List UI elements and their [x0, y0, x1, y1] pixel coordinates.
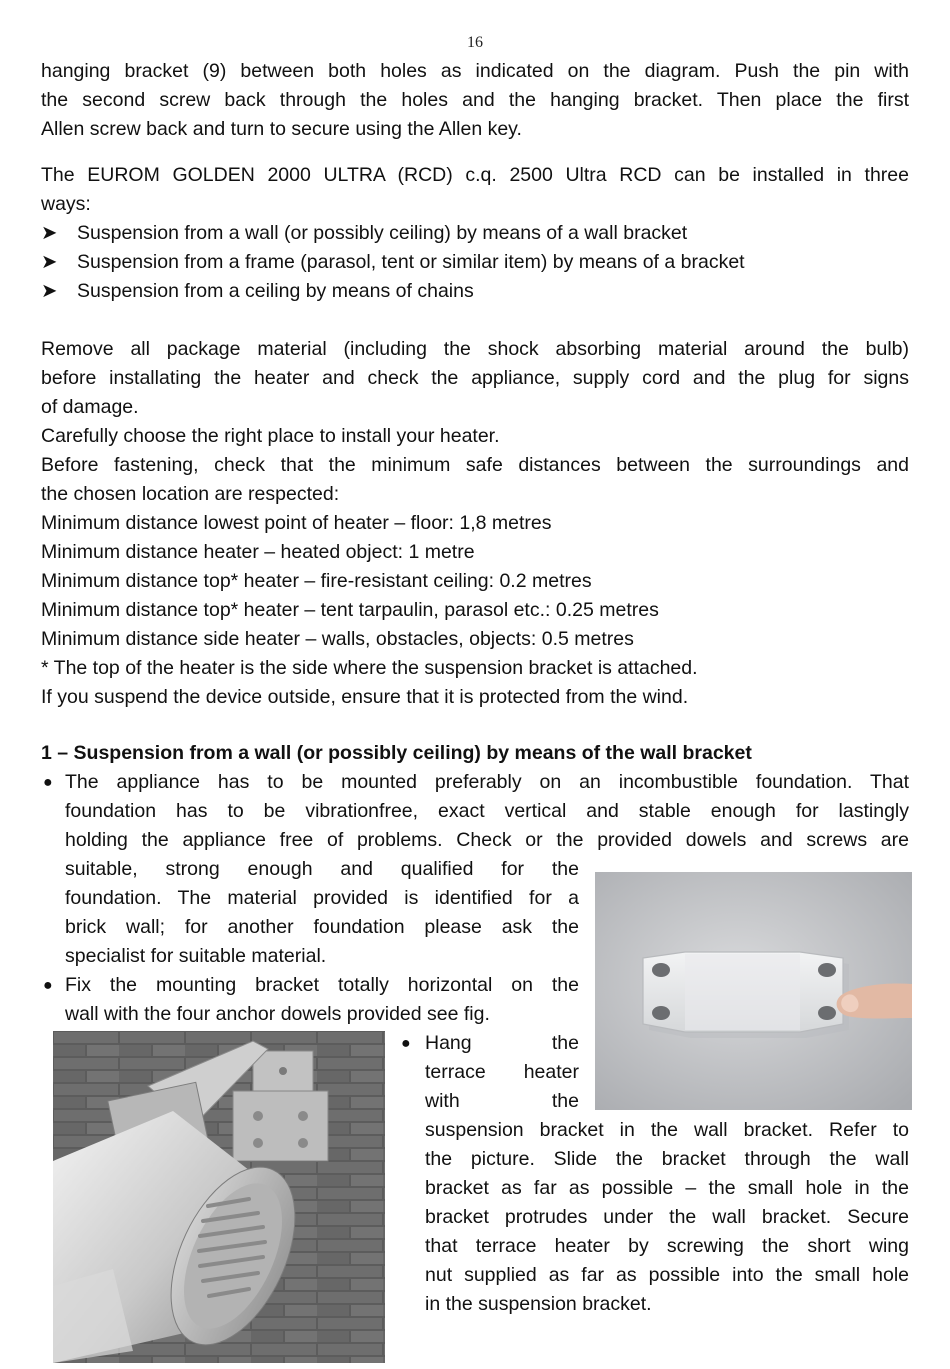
text-line: with the: [425, 1090, 579, 1112]
text-line: before installating the heater and check the appliance, supply cord and the plug for signs: [41, 367, 909, 389]
list-item: ➤ Suspension from a frame (parasol, tent or similar item) by means of a bracket: [41, 248, 909, 277]
text-line: bracket as far as possible – the small hole in the: [425, 1177, 909, 1199]
text-line: hanging bracket (9) between both holes as indicated on the diagram. Push the pin with: [41, 60, 909, 82]
text-line: nut supplied as far as possible into the small hole: [425, 1264, 909, 1286]
round-bullet-icon: ●: [401, 1035, 411, 1052]
text-line: bracket protrudes under the wall bracket. Secure: [425, 1206, 909, 1228]
section-heading: 1 – Suspension from a wall (or possibly ceiling) by means of the wall bracket: [41, 742, 752, 764]
wall-bracket-illustration: [595, 872, 912, 1110]
round-bullet-icon: ●: [43, 774, 53, 791]
list-item: ➤ Suspension from a ceiling by means of chains: [41, 277, 909, 306]
distance-line: Minimum distance top* heater – tent tarpaulin, parasol etc.: 0.25 metres: [41, 599, 659, 621]
text-line: The appliance has to be mounted preferably on an incombustible foundation. That: [65, 771, 909, 793]
distance-line: Minimum distance heater – heated object: 1 metre: [41, 541, 475, 563]
bullet3-text: [425, 1116, 909, 1319]
text-line: the picture. Slide the bracket through the wall: [425, 1148, 909, 1170]
list-item: ➤ Suspension from a wall (or possibly ceiling) by means of a wall bracket: [41, 219, 909, 248]
text-line: in the suspension bracket.: [425, 1293, 652, 1315]
distance-line: Minimum distance side heater – walls, obstacles, objects: 0.5 metres: [41, 628, 634, 650]
arrowhead-bullet-icon: ➤: [41, 280, 58, 302]
safety-paragraph: [41, 335, 909, 712]
bullet3-text-short: [425, 1029, 579, 1116]
text-line: the chosen location are respected:: [41, 483, 340, 505]
text-line: The EUROM GOLDEN 2000 ULTRA (RCD) c.q. 2500 Ultra RCD can be installed in three: [41, 164, 909, 186]
text-line: Hang the: [425, 1032, 579, 1054]
text-line: the second screw back through the holes and the hanging bracket. Then place the first: [41, 89, 909, 111]
footnote-line: * The top of the heater is the side where the suspension bracket is attached.: [41, 657, 698, 679]
text-line: brick wall; for another foundation please ask the: [65, 916, 579, 938]
text-line: suspension bracket in the wall bracket. Refer to: [425, 1119, 909, 1141]
round-bullet-icon: ●: [43, 977, 53, 994]
text-line: holding the appliance free of problems. Check or the provided dowels and screws are: [65, 829, 909, 851]
bullet1-text-narrow: [65, 855, 579, 971]
install-ways-paragraph: [41, 161, 909, 306]
intro-paragraph: [41, 57, 909, 144]
text-line: If you suspend the device outside, ensure that it is protected from the wind.: [41, 686, 689, 708]
text-line: Allen screw back and turn to secure using the Allen key.: [41, 118, 522, 140]
text-line: ways:: [41, 193, 91, 215]
text-line: of damage.: [41, 396, 139, 418]
text-line: that terrace heater by screwing the short wing: [425, 1235, 909, 1257]
text-line: wall with the four anchor dowels provided see fig.: [65, 1003, 490, 1025]
text-line: Fix the mounting bracket totally horizontal on the: [65, 974, 579, 996]
distance-line: Minimum distance top* heater – fire-resistant ceiling: 0.2 metres: [41, 570, 592, 592]
page-number: 16: [467, 34, 483, 51]
distance-line: Minimum distance lowest point of heater – floor: 1,8 metres: [41, 512, 552, 534]
text-line: specialist for suitable material.: [65, 945, 327, 967]
bullet2-text: [65, 971, 579, 1029]
text-line: suitable, strong enough and qualified for the: [65, 858, 579, 880]
text-line: terrace heater: [425, 1061, 579, 1083]
bullet1-text: [65, 768, 909, 855]
text-line: foundation has to be vibrationfree, exact vertical and stable enough for lastingly: [65, 800, 909, 822]
install-ways-list: [41, 219, 909, 306]
terrace-heater-photo: [53, 1031, 385, 1363]
text-line: foundation. The material provided is identified for a: [65, 887, 579, 909]
arrowhead-bullet-icon: ➤: [41, 222, 58, 244]
arrowhead-bullet-icon: ➤: [41, 251, 58, 273]
text-line: Remove all package material (including the shock absorbing material around the bulb): [41, 338, 909, 360]
terrace-heater-illustration: [53, 1031, 385, 1363]
wall-bracket-photo: [595, 872, 912, 1110]
text-line: Before fastening, check that the minimum safe distances between the surroundings and: [41, 454, 909, 476]
text-line: Carefully choose the right place to install your heater.: [41, 425, 500, 447]
